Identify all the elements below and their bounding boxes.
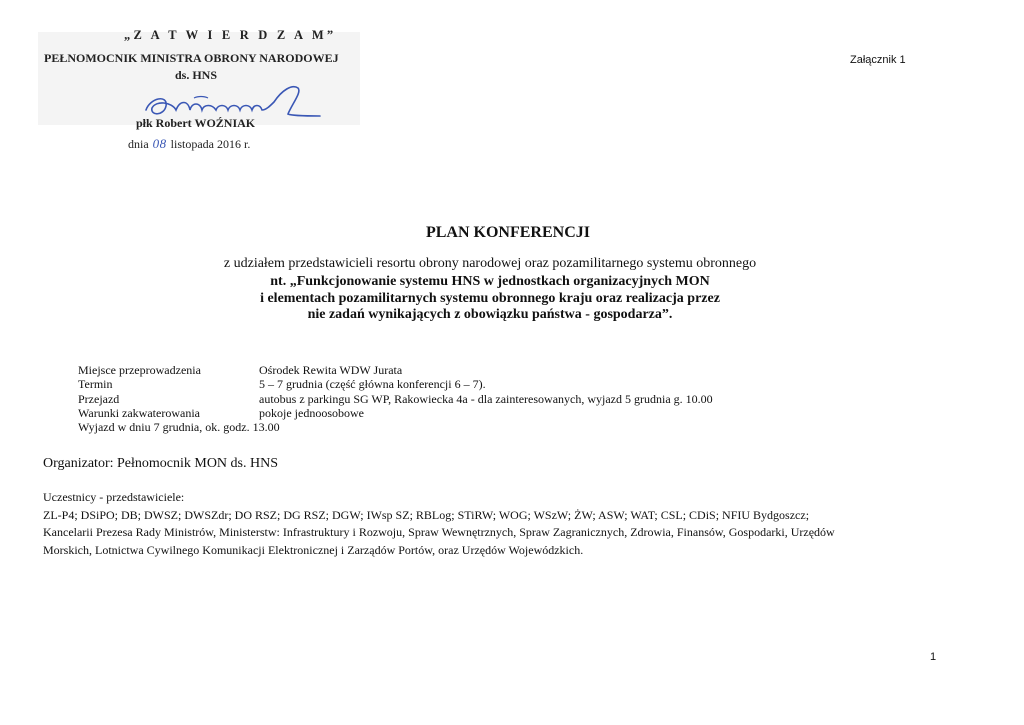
participants-line: Kancelarii Prezesa Rady Ministrów, Ministerstw: Infrastruktury i Rozwoju, Spraw Wewnętrznych, Spraw Zagranicznych, Zdrowia, Finansów, Gospodarki, Urzędów — [43, 525, 835, 540]
participants-line: Morskich, Lotnictwa Cywilnego Komunikacji Elektronicznej i Zarządów Portów, oraz Urzędów Wojewódzkich. — [43, 542, 584, 557]
page-title: PLAN KONFERENCJI — [425, 224, 590, 241]
detail-row-date — [78, 377, 713, 391]
organizer-line: Organizator: Pełnomocnik MON ds. HNS — [43, 456, 278, 471]
page-number: 1 — [930, 651, 937, 663]
approval-position: PEŁNOMOCNIK MINISTRA OBRONY NARODOWEJ — [44, 51, 339, 65]
participants-heading: Uczestnicy - przedstawiciele: — [43, 490, 185, 504]
approval-date-prefix: dnia — [128, 137, 149, 151]
detail-label: Przejazd — [78, 391, 120, 406]
detail-value: Ośrodek Rewita WDW Jurata — [259, 363, 403, 377]
page-subtitle: z udziałem przedstawicieli resortu obrony narodowej oraz pozamilitarnego systemu obronnego — [223, 256, 757, 271]
approver-name: płk Robert WOŹNIAK — [136, 116, 256, 130]
topic-line: i elementach pozamilitarnych systemu obronnego kraju oraz realizacja przez — [260, 290, 720, 306]
approval-date-suffix: listopada 2016 r. — [170, 137, 251, 151]
conference-topic — [0, 274, 980, 324]
detail-row-place — [78, 363, 713, 377]
conference-details — [78, 363, 713, 434]
detail-label: Termin — [78, 377, 113, 392]
approval-unit: ds. HNS — [175, 68, 218, 82]
detail-value: pokoje jednoosobowe — [259, 405, 364, 420]
detail-label: Warunki zakwaterowania — [78, 405, 200, 420]
annex-label: Załącznik 1 — [850, 54, 906, 66]
topic-line: nie zadań wynikających z obowiązku państwa - gospodarza”. — [307, 307, 673, 322]
participants-line: ZL-P4; DSiPO; DB; DWSZ; DWSZdr; DO RSZ; DG RSZ; DGW; IWsp SZ; RBLog; STiRW; WOG; WSzW; ŻW; ASW; WAT; CSL; CDiS; NFIU Bydgoszcz; — [43, 507, 810, 522]
approval-heading: „Z A T W I E R D Z A M” — [124, 28, 337, 42]
detail-value: autobus z parkingu SG WP, Rakowiecka 4a - dla zainteresowanych, wyjazd 5 grudnia g. 10.00 — [259, 391, 713, 406]
detail-label: Miejsce przeprowadzenia — [78, 363, 201, 377]
topic-line: nt. „Funkcjonowanie systemu HNS w jednostkach organizacyjnych MON — [270, 274, 710, 289]
participants-section — [43, 489, 983, 559]
detail-row-accommodation — [78, 406, 713, 420]
detail-value: 5 – 7 grudnia (część główna konferencji 6 – 7). — [259, 377, 486, 392]
departure-note: Wyjazd w dniu 7 grudnia, ok. godz. 13.00 — [78, 420, 280, 435]
approval-date — [128, 136, 250, 152]
detail-row-transport — [78, 392, 713, 406]
approval-date-day: 08 — [152, 136, 167, 151]
